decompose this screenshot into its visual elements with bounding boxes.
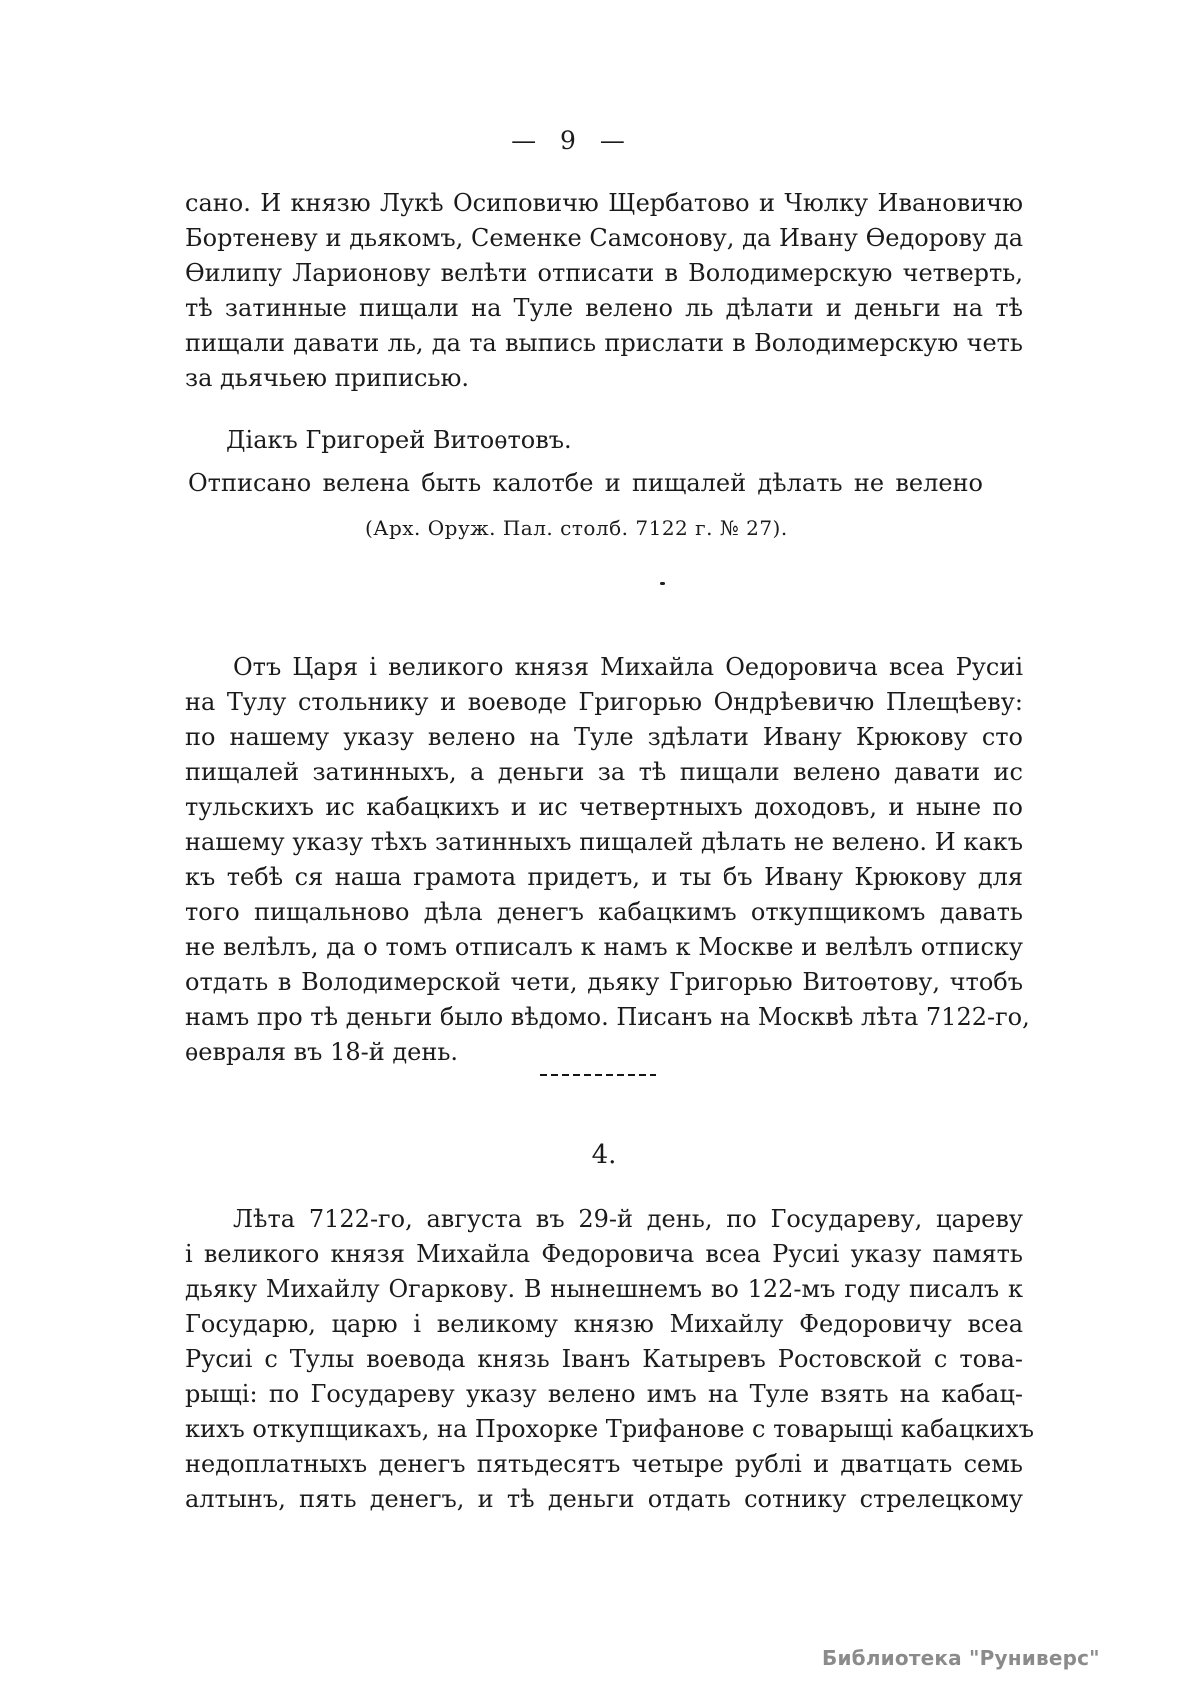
text-line: за дьячьею приписью. — [185, 364, 470, 392]
text-line: сано. И князю Лукѣ Осиповичю Щербатово и Чюлку Ивановичю — [185, 189, 1023, 217]
text-line: тульскихъ ис кабацкихъ и ис четвертныхъ доходовъ, и ныне по — [185, 793, 1023, 821]
text-line: Лѣта 7122-го, августа въ 29-й день, по Государеву, цареву — [233, 1205, 1023, 1233]
paragraph-continuation — [185, 186, 1023, 396]
scribe-signature: Діакъ Григорей Витоѳтовъ. — [226, 426, 572, 454]
text-line: нашему указу тѣхъ затинныхъ пищалей дѣлать не велено. И какъ — [185, 828, 1023, 856]
text-line: отдать в Володимерской чети, дьяку Григорью Витоѳтову, чтобъ — [185, 968, 1023, 996]
text-line: Бортеневу и дьякомъ, Семенке Самсонову, да Ивану Ѳедорову да — [185, 224, 1023, 252]
resolution-note: Отписано велена быть калотбе и пищалей дѣлать не велено — [188, 469, 983, 497]
text-line: того пищальново дѣла денегъ кабацкимъ откупщикомъ давать — [185, 898, 1023, 926]
text-line: къ тебѣ ся наша грамота придетъ, и ты бъ Ивану Крюкову для — [185, 863, 1023, 891]
text-line: тѣ затинные пищали на Туле велено ль дѣлати и деньги на тѣ — [185, 294, 1023, 322]
memo-paragraph — [185, 1202, 1035, 1517]
text-line: намъ про тѣ деньги было вѣдомо. Писанъ на Москвѣ лѣта 7122-го, — [185, 1003, 1030, 1031]
text-line: ѳевраля въ 18-й день. — [185, 1038, 459, 1066]
text-line: на Тулу стольнику и воеводе Григорью Ондрѣевичю Плещѣеву: — [185, 688, 1023, 716]
text-line: Государю, царю і великому князю Михайлу Федоровичу всеа — [185, 1310, 1023, 1338]
text-line: не велѣлъ, да о томъ отписалъ к намъ к Москве и велѣлъ отписку — [185, 933, 1023, 961]
charter-paragraph — [185, 650, 1030, 1070]
text-line: алтынъ, пять денегъ, и тѣ деньги отдать сотнику стрелецкому — [185, 1485, 1023, 1513]
text-line: кихъ откупщикахъ, на Прохорке Трифанове с товарыщі кабацкихъ — [185, 1415, 1035, 1443]
section-number-heading: 4. — [591, 1140, 617, 1170]
text-line: по нашему указу велено на Туле здѣлати Ивану Крюкову сто — [185, 723, 1023, 751]
text-line: недоплатныхъ денегъ пятьдесятъ четыре рублі и дватцать семь — [185, 1450, 1023, 1478]
text-line: рыщі: по Государеву указу велено имъ на Туле взять на кабац- — [185, 1380, 1023, 1408]
text-line: і великого князя Михайла Федоровича всеа Русиі указу память — [185, 1240, 1023, 1268]
text-line: пищали давати ль, да та выпись прислати в Володимерскую четь — [185, 329, 1023, 357]
page-number: — 9 — — [511, 126, 625, 155]
library-watermark: Библиотека "Руниверс" — [822, 1646, 1100, 1670]
text-line: Отъ Царя і великого князя Михайла Оедоровича всеа Русиі — [233, 653, 1023, 681]
section-divider — [540, 1074, 656, 1076]
archive-reference: (Арх. Оруж. Пал. столб. 7122 г. № 27). — [365, 516, 788, 540]
text-line: Ѳилипу Ларионову велѣти отписати в Володимерскую четверть, — [185, 259, 1023, 287]
text-line: пищалей затинныхъ, а деньги за тѣ пищали велено давати ис — [185, 758, 1023, 786]
ink-speck — [660, 582, 665, 585]
text-line: Русиі с Тулы воевода князь Іванъ Катыревъ Ростовской с това- — [185, 1345, 1023, 1373]
text-line: дьяку Михайлу Огаркову. В нынешнемъ во 122-мъ году писалъ к — [185, 1275, 1023, 1303]
